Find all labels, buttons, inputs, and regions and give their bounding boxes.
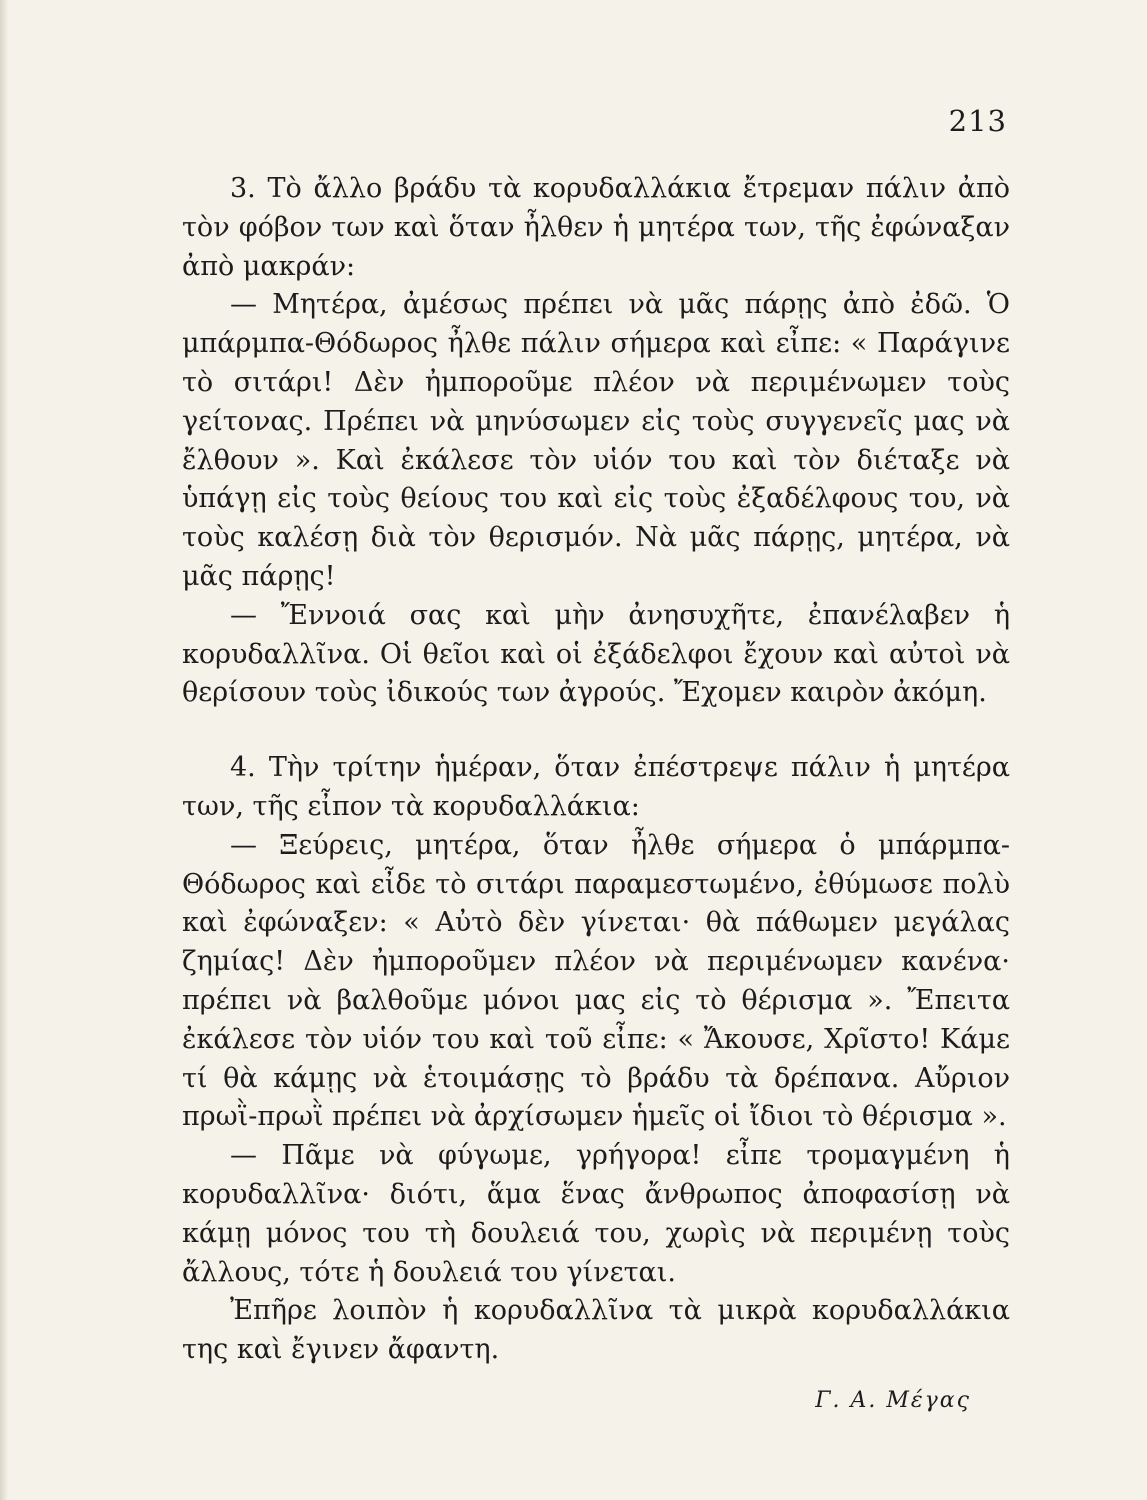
paragraph-4-dialogue-1: — Ξεύρεις, μητέρα, ὅταν ἦλθε σήμερα ὁ μπάρμπα-Θόδωρος καὶ εἶδε τὸ σιτάρι παραμεστωμένο, ἐθύμωσε πολὺ καὶ ἐφώναξεν: « Αὐτὸ δὲν γίνεται· θὰ πάθωμεν μεγάλας ζημίας! Δὲν ἠμποροῦμεν πλέον νὰ περιμένωμεν κανένα· πρέπει νὰ βαλθοῦμε μόνοι μας εἰς τὸ θέρισμα ». Ἔπειτα ἐκάλεσε τὸν υἱόν του καὶ τοῦ εἶπε: « Ἄκουσε, Χρῖστο! Κάμε τί θὰ κάμῃς νὰ ἑτοιμάσῃς τὸ βράδυ τὰ δρέπανα. Αὔριον πρωῒ-πρωῒ πρέπει νὰ ἀρχίσωμεν ἡμεῖς οἱ ἴδιοι τὸ θέρισμα ». bbox=[182, 829, 1010, 1133]
page-number: 213 bbox=[948, 104, 1007, 138]
paragraph-4-dialogue-2: — Πᾶμε νὰ φύγωμε, γρήγορα! εἶπε τρομαγμένη ἡ κορυδαλλῖνα· διότι, ἅμα ἕνας ἄνθρωπος ἀποφασίσῃ νὰ κάμῃ μόνος του τὴ δουλειά του, χωρὶς νὰ περιμένῃ τοὺς ἄλλους, τότε ἡ δουλειά του γίνεται. bbox=[182, 1140, 1010, 1288]
body-text bbox=[182, 170, 1010, 1370]
paragraph-4-closing: Ἐπῆρε λοιπὸν ἡ κορυδαλλῖνα τὰ μικρὰ κορυδαλλάκια της καὶ ἔγινεν ἄφαντη. bbox=[182, 1295, 1010, 1366]
paragraph-4-intro: 4. Τὴν τρίτην ἡμέραν, ὅταν ἐπέστρεψε πάλιν ἡ μητέρα των, τῆς εἶπον τὰ κορυδαλλάκια: bbox=[182, 752, 1010, 822]
author-signature: Γ. Α. Μέγας bbox=[815, 1388, 971, 1413]
section-gap bbox=[182, 713, 1010, 749]
paragraph-3-dialogue-2: — Ἔννοιά σας καὶ μὴν ἀνησυχῆτε, ἐπανέλαβεν ἡ κορυδαλλῖνα. Οἱ θεῖοι καὶ οἱ ἐξάδελφοι ἔχουν καὶ αὐτοὶ νὰ θερίσουν τοὺς ἰδικούς των ἀγρούς. Ἔχομεν καιρὸν ἀκόμη. bbox=[182, 599, 1010, 709]
paragraph-3-dialogue-1: — Μητέρα, ἀμέσως πρέπει νὰ μᾶς πάρῃς ἀπὸ ἐδῶ. Ὁ μπάρμπα-Θόδωρος ἦλθε πάλιν σήμερα καὶ εἶπε: « Παράγινε τὸ σιτάρι! Δὲν ἠμποροῦμε πλέον νὰ περιμένωμεν τοὺς γείτονας. Πρέπει νὰ μηνύσωμεν εἰς τοὺς συγγενεῖς μας νὰ ἔλθουν ». Καὶ ἐκάλεσε τὸν υἱόν του καὶ τὸν διέταξε νὰ ὑπάγῃ εἰς τοὺς θείους του καὶ εἰς τοὺς ἐξαδέλφους του, νὰ τοὺς καλέσῃ διὰ τὸν θερισμόν. Νὰ μᾶς πάρῃς, μητέρα, νὰ μᾶς πάρῃς! bbox=[182, 289, 1010, 592]
page-edge-shadow bbox=[0, 0, 8, 1500]
paragraph-3-intro: 3. Τὸ ἄλλο βράδυ τὰ κορυδαλλάκια ἔτρεμαν πάλιν ἀπὸ τὸν φόβον των καὶ ὅταν ἦλθεν ἡ μητέρα των, τῆς ἐφώναξαν ἀπὸ μακράν: bbox=[182, 173, 1010, 282]
